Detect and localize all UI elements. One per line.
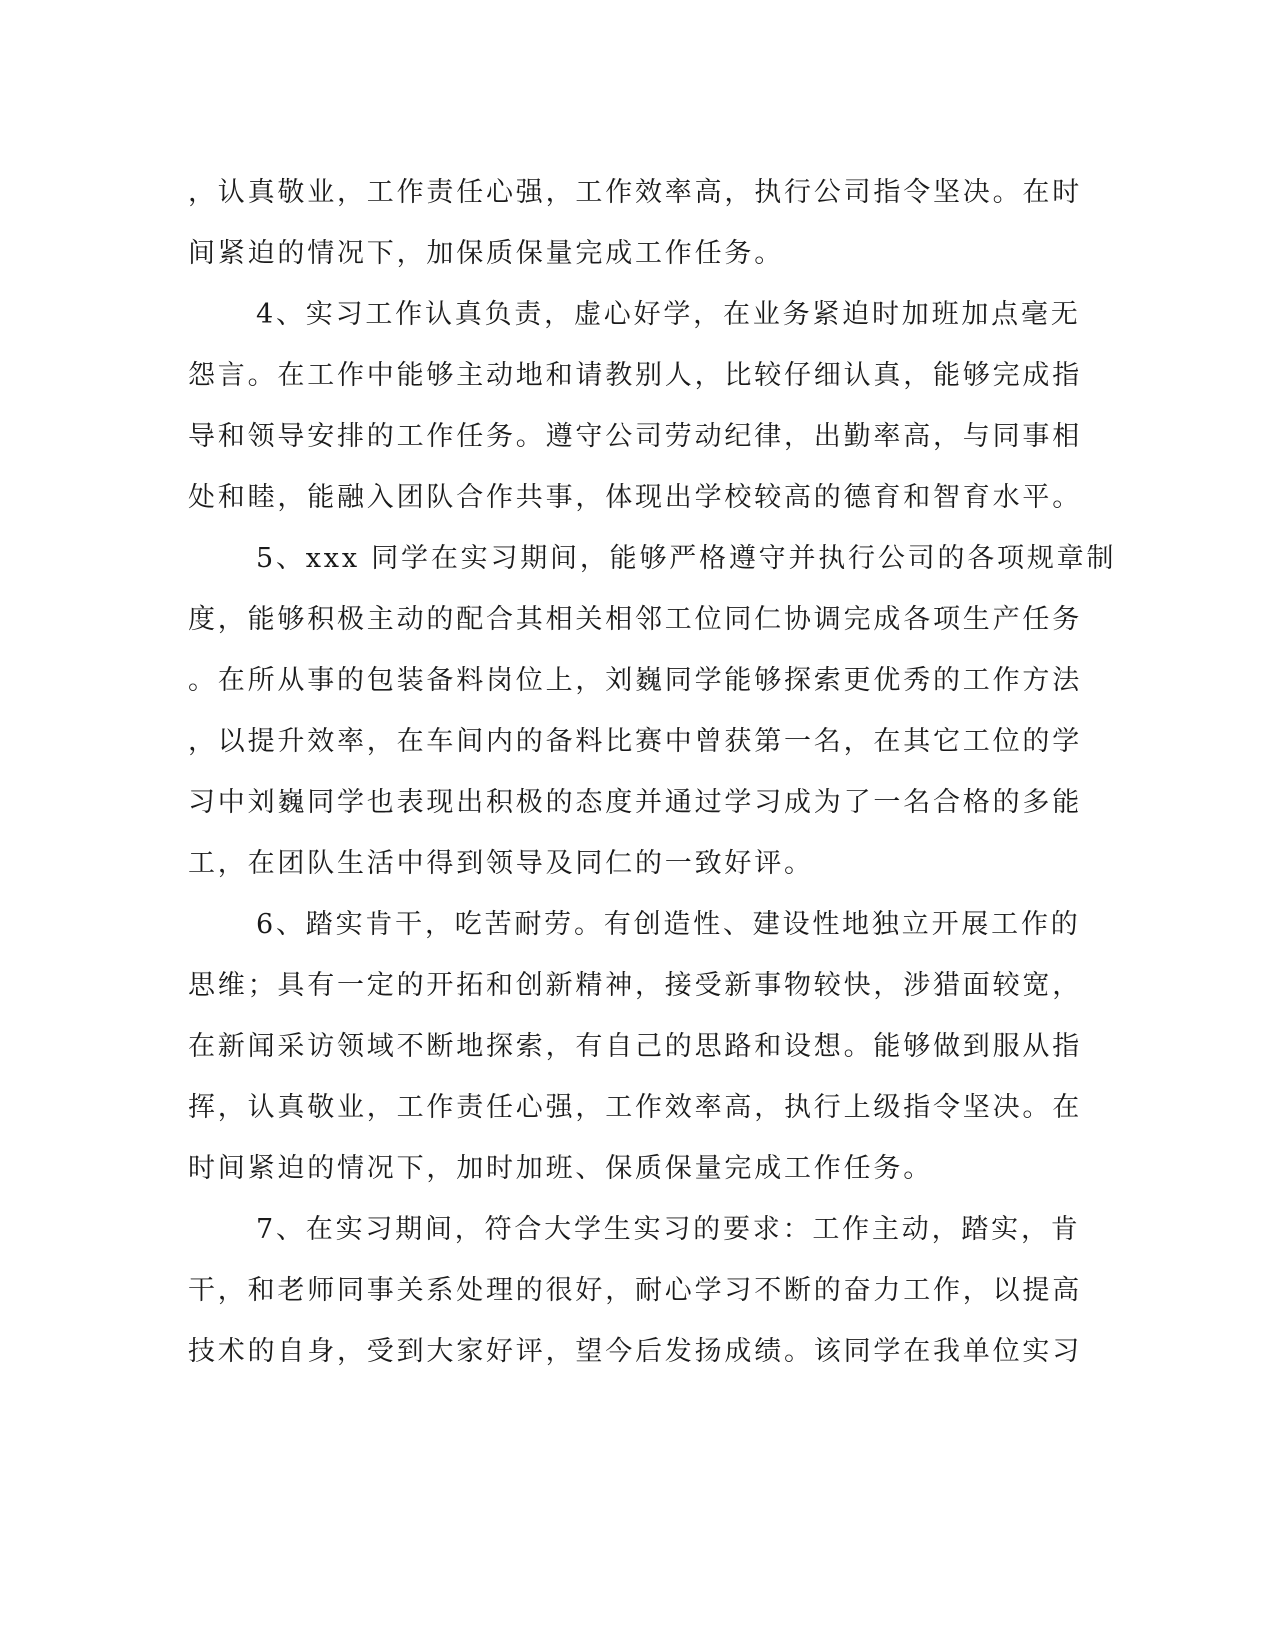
text-line: 5、xxx 同学在实习期间，能够严格遵守并执行公司的各项规章制 (256, 543, 1117, 574)
text-line: 时间紧迫的情况下，加时加班、保质保量完成工作任务。 (188, 1153, 933, 1184)
text-line: 处和睦，能融入团队合作共事，体现出学校较高的德育和智育水平。 (188, 482, 1082, 513)
text-line: 度，能够积极主动的配合其相关相邻工位同仁协调完成各项生产任务 (188, 604, 1082, 635)
text-line: 工，在团队生活中得到领导及同仁的一致好评。 (188, 848, 814, 879)
text-line: 。在所从事的包装备料岗位上，刘巍同学能够探索更优秀的工作方法 (188, 665, 1082, 696)
text-line: 在新闻采访领域不断地探索，有自己的思路和设想。能够做到服从指 (188, 1031, 1082, 1062)
text-line: 怨言。在工作中能够主动地和请教别人，比较仔细认真，能够完成指 (188, 360, 1082, 391)
text-line: 挥，认真敬业，工作责任心强，工作效率高，执行上级指令坚决。在 (188, 1092, 1082, 1123)
text-line: 6、踏实肯干，吃苦耐劳。有创造性、建设性地独立开展工作的 (256, 909, 1081, 940)
text-line: 间紧迫的情况下，加保质保量完成工作任务。 (188, 238, 784, 269)
text-line: 干，和老师同事关系处理的很好，耐心学习不断的奋力工作，以提高 (188, 1275, 1082, 1306)
text-line: ，以提升效率，在车间内的备料比赛中曾获第一名，在其它工位的学 (188, 726, 1082, 757)
text-line: 4、实习工作认真负责，虚心好学，在业务紧迫时加班加点毫无 (256, 299, 1081, 330)
text-line: 技术的自身，受到大家好评，望今后发扬成绩。该同学在我单位实习 (188, 1336, 1082, 1367)
text-line: ，认真敬业，工作责任心强，工作效率高，执行公司指令坚决。在时 (188, 177, 1082, 208)
text-line: 思维；具有一定的开拓和创新精神，接受新事物较快，涉猎面较宽， (188, 970, 1082, 1001)
text-line: 7、在实习期间，符合大学生实习的要求：工作主动，踏实，肯 (256, 1214, 1081, 1245)
text-line: 导和领导安排的工作任务。遵守公司劳动纪律，出勤率高，与同事相 (188, 421, 1082, 452)
body-text (188, 162, 1117, 1382)
text-line: 习中刘巍同学也表现出积极的态度并通过学习成为了一名合格的多能 (188, 787, 1082, 818)
